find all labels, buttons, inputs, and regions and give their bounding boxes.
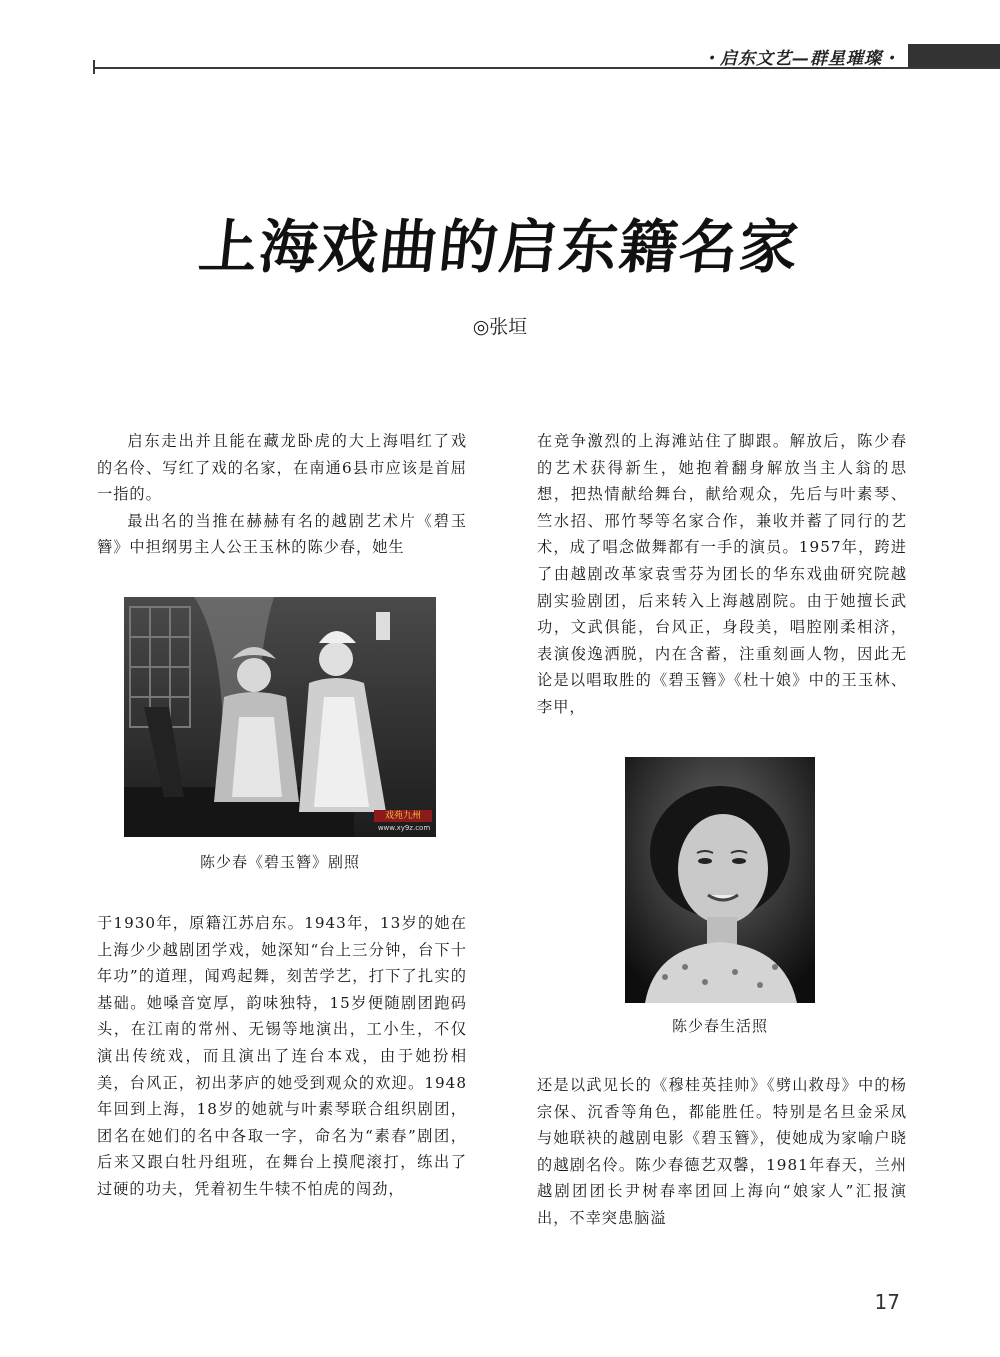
portrait-photo <box>625 757 815 1003</box>
right-column-top <box>537 428 907 721</box>
right-column-bottom <box>537 1072 907 1232</box>
paragraph: 最出名的当推在赫赫有名的越剧艺术片《碧玉簪》中担纲男主人公王玉林的陈少春，她生 <box>97 511 467 557</box>
portrait-photo-illustration <box>625 757 815 1003</box>
watermark-url: www.xy9z.com <box>377 824 431 832</box>
article-title: 上海戏曲的启东籍名家 <box>195 213 804 281</box>
stage-photo-illustration <box>124 597 436 837</box>
figure1-caption: 陈少春《碧玉簪》剧照 <box>199 853 360 871</box>
paragraph: 启东走出并且能在藏龙卧虎的大上海唱红了戏的名伶、写红了戏的名家，在南通6县市应该是首屈一指的。 <box>97 432 467 504</box>
page-number: 17 <box>874 1290 900 1314</box>
paragraph: 在竞争激烈的上海滩站住了脚跟。解放后，陈少春的艺术获得新生，她抱着翻身解放当主人翁的思想，把热情献给舞台，献给观众，先后与叶素琴、竺水招、邢竹琴等名家合作，兼收并蓄了同行的艺术，成了唱念做舞都有一手的演员。1957年，跨进了由越剧改革家袁雪芬为团长的华东戏曲研究院越剧实验剧团，后来转入上海越剧院。由于她擅长武功，文武俱能，台风正，身段美，唱腔刚柔相济，表演俊逸洒脱，内在含蓄，注重刻画人物，因此无论是以唱取胜的《碧玉簪》《杜十娘》中的王玉林、李甲， <box>537 432 907 716</box>
paragraph: 于1930年，原籍江苏启东。1943年，13岁的她在上海少少越剧团学戏，她深知“台上三分钟，台下十年功”的道理，闻鸡起舞，刻苦学艺，打下了扎实的基础。她嗓音宽厚，韵味独特，15岁便随剧团跑码头，在江南的常州、无锡等地演出，工小生，不仅演出传统戏，而且演出了连台本戏，由于她扮相美，台风正，初出茅庐的她受到观众的欢迎。1948年回到上海，18岁的她就与叶素琴联合组织剧团，团名在她们的名中各取一字，命名为“素春”剧团，后来又跟白牡丹组班，在舞台上摸爬滚打，练出了过硬的功夫，凭着初生牛犊不怕虎的闯劲， <box>97 914 467 1198</box>
header-dark-block <box>908 44 1000 67</box>
watermark-logo: 戏苑九州 <box>384 811 421 821</box>
paragraph: 还是以武见长的《穆桂英挂帅》《劈山救母》中的杨宗保、沉香等角色，都能胜任。特别是名旦金采凤与她联袂的越剧电影《碧玉簪》，使她成为家喻户晓的越剧名伶。陈少春德艺双馨，1981年春天，兰州越剧团团长尹树春率团回上海向“娘家人”汇报演出，不幸突患脑溢 <box>537 1076 907 1227</box>
left-column-top <box>97 428 467 561</box>
running-title: ・启东文艺—群星璀璨・ <box>702 49 900 69</box>
left-column-bottom <box>97 910 467 1203</box>
stage-photo <box>124 597 436 837</box>
figure2-caption: 陈少春生活照 <box>671 1017 768 1035</box>
article-author: ◎张垣 <box>472 316 528 338</box>
